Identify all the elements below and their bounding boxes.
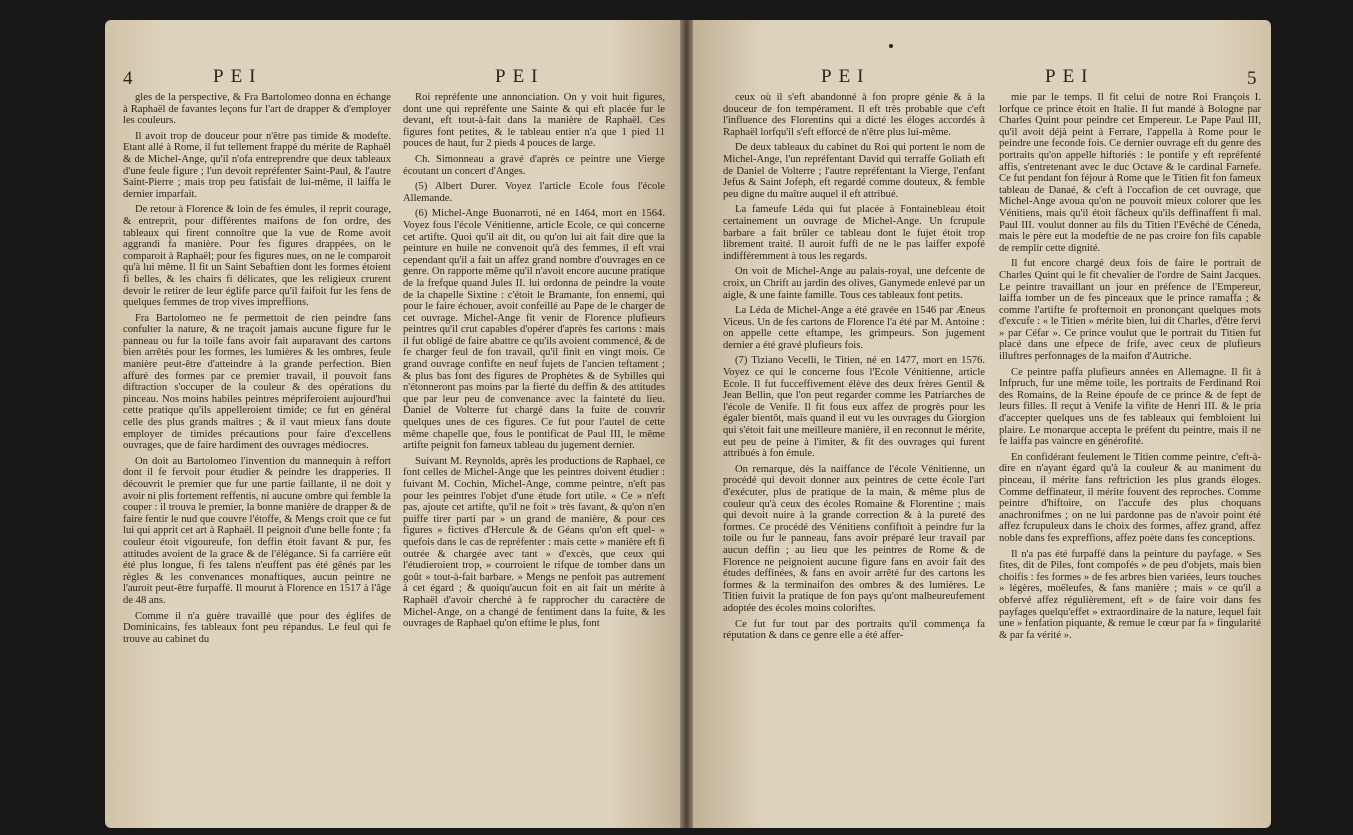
- left-page: [105, 20, 680, 828]
- paragraph: La fameufe Léda qui fut placée à Fontainebleau étoit certainement un ouvrage de Michel-Ange. Un fcrupule barbare a fait brûler ce tableau dont le fujet étoit trop librement traité. Il auroit fuffi de ne le pas laiffer expofé indifféremment à tous les regards.: [723, 204, 985, 262]
- paragraph: Il n'a pas été furpaffé dans la peinture du payfage. « Ses fites, dit de Piles, font compofés » de peu d'objets, mais bien choifis : fes formes » de fes arbres bien variées, leurs touches » légères, moëleufes, & fans manière ; mais » ce qu'il a obfervé affez régulièrement, eft » de faire voir dans fes payfages quelqu'effet » extraordinaire de la nature, lequel fait une » fenfation piquante, & remue le cœur par fa » fingularité & par fa vérité ».: [999, 548, 1261, 641]
- paragraph: De deux tableaux du cabinet du Roi qui portent le nom de Michel-Ange, l'un repréfentant David qui terraffe Goliath eft de Daniel de Volterre ; l'autre repréfentant la Vierge, l'enfant Jefus & Saint Jofeph, eft regardé comme douteux, & femble peu digne du maître auquel il eft attribué.: [723, 142, 985, 200]
- running-head-right-col1: PEI: [821, 66, 871, 87]
- paragraph: On doit au Bartolomeo l'invention du mannequin à reffort dont il fe fervoit pour étudier & peindre les drapperies. Il découvrit le premier que fur une partie faillante, il ne doit y avoir ni plis fortement reffentis, ni aucune ombre qui femble la couper : il trouva le premier, la bonne manière de drapper & de faire fentir le nud que couvre l'étoffe, & Mengs croit que ce fut lui qui apprit cet art à Raphaël. Il peignoit d'une belle fonte ; fa couleur étoit vigoureufe, fon deffin étoit favant & pur, fes attitudes avoient de la grace & de l'élégance. Si fa carrière eût été plus longue, fi fes talens n'euffent pas été gênés par les règles & les convenances monaftiques, aucun peintre ne l'auroit peut-être furpaffé. Il mourut à Florence en 1517 à l'âge de 48 ans.: [123, 455, 391, 606]
- left-column-1: [123, 92, 391, 812]
- paragraph: Roi repréfente une annonciation. On y voit huit figures, dont une qui repréfente une Sainte & qui eft placée fur le devant, eft tout-à-fait dans la manière de Raphaël. Ces figures font petites, & le tableau entier n'a que 1 pied 11 pouces de haut, fur 2 pieds 4 pouces de large.: [403, 92, 665, 150]
- book-spread: [105, 20, 1271, 828]
- paragraph: On voit de Michel-Ange au palais-royal, une defcente de croix, un Chrift au jardin des olives, Ganymede enlevé par un aigle, & une fainte famille. Tous ces tableaux font petits.: [723, 266, 985, 301]
- page-number-right: 5: [1247, 68, 1257, 89]
- paragraph: Il avoit trop de douceur pour n'être pas timide & modefte. Etant allé à Rome, il fut tellement frappé du mérite de Raphaël & de Michel-Ange, qu'il n'ofa entreprendre que deux tableaux d'une feule figure ; l'un devoit repréfenter Saint-Paul, & l'autre Saint-Pierre ; mais trop peu fatisfait de lui-même, il laiffa le dernier imparfait.: [123, 130, 391, 200]
- paragraph: Il fut encore chargé deux fois de faire le portrait de Charles Quint qui le fit chevalier de l'ordre de Saint Jacques. Le peintre travaillant un jour en préfence de l'Empereur, laiffa tomber un de fes pinceaux que le prince ramaffa ; & comme l'artifte fe profternoit en prononçant quelques mots d'excufe : « le Titien » mérite bien, lui dit Charles, d'être fervi » par Céfar ». Ce prince voulut que le portrait du Titien fut placé dans une efpece de frife, avec ceux de plufieurs illuftres perfonnages de la maifon d'Autriche.: [999, 258, 1261, 363]
- paragraph: Comme il n'a guère travaillé que pour des églifes de Dominicains, fes tableaux font peu répandus. Le feul qui fe trouve au cabinet du: [123, 610, 391, 645]
- paragraph: mie par le temps. Il fit celui de notre Roi François I. lorfque ce prince étoit en Italie. Il fut mandé à Bologne par Charles Quint pour peindre cet Empereur. Le Pape Paul III, qu'il avoit déjà peint à Ferrare, l'appella à Rome pour le peindre une feconde fois. Ce dernier ouvrage eft du genre des portraits qu'on appelle hiftoriés : le pontife y eft repréfenté affis, s'entretenant avec le duc Octave & le cardinal Farnefe. Ce fut pendant fon féjour à Rome que le Titien fit fon fameux tableau de Danaé, & c'eft à l'occafion de cet ouvrage, que Michel-Ange avoua qu'on ne pouvoit mieux colorer que les Vénitiens, mais qu'il étoit fâcheux qu'ils deffinaffent fi mal. Paul III. voulut donner au fils du Titien l'Evêché de Céneda, mais le père eut la modeftie de ne pas croire fon fils capable de remplir cette dignité.: [999, 92, 1261, 254]
- right-column-2: [999, 92, 1261, 812]
- paragraph: Ch. Simonneau a gravé d'après ce peintre une Vierge écoutant un concert d'Anges.: [403, 153, 665, 177]
- paragraph: Ce peintre paffa plufieurs années en Allemagne. Il fit à Infpruch, fur une même toile, les portraits de Ferdinand Roi des Romains, de la Reine époufe de ce prince & de fept de leurs filles. Il reçut à Venife la vifite de Henri III. & le pria d'accepter quelques uns de fes tableaux qui fembloient lui plaire. Le monarque accepta le préfent du peintre, mais il ne fe laiffa pas vaincre en générofité.: [999, 366, 1261, 448]
- right-column-1: [723, 92, 985, 812]
- left-column-2: [403, 92, 665, 812]
- page-number-left: 4: [123, 68, 133, 89]
- paragraph: La Léda de Michel-Ange a été gravée en 1546 par Æneus Viceus. Un de fes cartons de Florence l'a été par M. Antoine : on appelle cette eftampe, les grimpeurs. Son jugement dernier a été gravé plufieurs fois.: [723, 305, 985, 351]
- paragraph: On remarque, dès la naiffance de l'école Vénitienne, un procédé qui devoit donner aux peintres de cette école l'art d'exécuter, plus de pratique de la main, & même plus de couleur qu'à ceux des écoles Romaine & Florentine ; mais qui devoit nuire à la grande correction & à la pureté des formes. Ce procédé des Vénitiens confiftoit à peindre fur la toile ou fur le panneau, fans avoir préparé leur travail par aucun deffin ; au lieu que les peintres de Rome & de Florence ne peignoient aucune figure fans en avoir fait des études deffinées, & fans en avoir arrêté fur des cartons les formes & la terminaifon des ombres & des lumières. Le Titien fuivit la pratique de fon pays qu'ont malheureufement adoptée des écoles moins coloriftes.: [723, 463, 985, 614]
- book-gutter: [680, 20, 693, 828]
- paragraph: Ce fut fur tout par des portraits qu'il commença fa réputation & dans ce genre elle a été affer-: [723, 618, 985, 642]
- paragraph: ceux où il s'eft abandonné à fon propre génie & à la douceur de fon tempérament. Il eft très probable que c'eft l'influence des Florentins qui a dicté les éloges accordés à Raphaël lorfqu'il s'eft efforcé de n'être plus lui-même.: [723, 92, 985, 138]
- running-head-left-col2: PEI: [495, 66, 545, 87]
- running-head-right-col2: PEI: [1045, 66, 1095, 87]
- ink-dot: [889, 44, 893, 48]
- paragraph: (7) Tiziano Vecelli, le Titien, né en 1477, mort en 1576. Voyez ce qui le concerne fous l'Ecole Vénitienne, article Ecole. Il fut fucceffivement élève des deux frères Gentil & Jean Bellin, que l'on peut regarder comme les Patriarches de l'école de Venife. Il fit fous eux affez de progrès pour les égaler bientôt, mais quand il eut vu les ouvrages du Giorgion qui s'étoit fait une meilleure manière, il en reconnut le mérite, eut peu de peine à l'imiter, & fit des ouvrages qui furent attribués à fon émule.: [723, 355, 985, 460]
- right-page: [693, 20, 1271, 828]
- paragraph: De retour à Florence & loin de fes émules, il reprit courage, & entreprit, pour différentes maifons de fon ordre, des tableaux qui firent connoître que la vue de Rome avoit aggrandi fa manière. Pour fes figures drappées, on le comparoit à Raphaël; pour fes figures nues, on ne le comparoit qu'à lui même. Il fit un Saint Sebaftien dont les formes étoient fi belles, & les chairs fi délicates, que les religieux crurent devoir le retirer de leur églife parce qu'il faifoit fur les fens de quelques femmes de trop vives impreffions.: [123, 204, 391, 309]
- paragraph: Fra Bartolomeo ne fe permettoit de rien peindre fans confulter la nature, & ne traçoit jamais aucune figure fur le panneau ou fur la toile fans avoir fait auparavant des cartons bien arrêtés pour les formes, les lumières & les ombres, feule manière peut-être d'atteindre à la grande perfection. Bien affuré des formes par ce premier travail, il pouvoit fans diftraction s'occuper de la couleur & des opérations du pinceau. Nos moins habiles peintres mépriferoient aujourd'hui cette pratique qu'ils appelleroient timide; ce fut en général celle des plus grands maîtres ; & il vaut mieux fans doute employer de timides précautions pour faire d'excellens ouvrages, que de faire hardiment des ouvrages médiocres.: [123, 312, 391, 452]
- paragraph: Suivant M. Reynolds, après les productions de Raphael, ce font celles de Michel-Ange que les peintres doivent étudier : fuivant M. Cochin, Michel-Ange, comme peintre, n'eft pas pour les peintres l'objet d'une étude fort utile. « Ce » n'eft pas, ajoute cet artifte, qu'il ne foit » très favant, & qu'on n'en puiffe tirer parti par » un grand de manière, & pour ces figures » fictives d'Hercule & de Géans qu'on eft quel- » quefois dans le cas de repréfenter : mais cette » manière eft fi outrée & chargée avec tant » d'excès, que ceux qui l'étudieroient trop, » courroient le rifque de tomber dans un goût » tout-à-fait barbare. » Mengs ne penfoit pas autrement à cet égard ; & quoiqu'aucun foit en ait fait un mérite à Raphaël d'avoir cherché à fe rapprocher du caractère de Michel-Ange, on a changé de fentiment dans la fuite, & les ouvrages de Raphael qu'on eftime le plus, font: [403, 455, 665, 630]
- paragraph: (5) Albert Durer. Voyez l'article Ecole fous l'école Allemande.: [403, 181, 665, 204]
- paragraph: gles de la perspective, & Fra Bartolomeo donna en échange à Raphaël de favantes leçons fur l'art de drapper & d'employer les couleurs.: [123, 92, 391, 127]
- paragraph: (6) Michel-Ange Buonarroti, né en 1464, mort en 1564. Voyez fous l'école Vénitienne, article Ecole, ce qui concerne cet artifte. Quoi qu'il ait dit, ou qu'on lui ait fait dire que la peinture en huile ne convenoit qu'à des femmes, il eft vrai cependant qu'il a fait un affez grand nombre d'ouvrages en ce genre. On rapporte même qu'il n'avoit encore aucune pratique de la frefque quand Jules II. lui ordonna de peindre la voute de la chapelle Sixtine : c'étoit le Bramante, fon ennemi, qui pour le faire échouer, avoit confeillé au Pape de le charger de cet ouvrage. Michel-Ange fit venir de Florence plufieurs peintres qu'il crut capables d'opérer d'après fes cartons : mais il fut obligé de faire abattre ce qu'ils avoient commencé, & de fe charger feul de fon travail, qu'il finit en vingt mois. Ce grand ouvrage confifte en neuf fujets de l'ancien teftament ; & plus bas font des figures de Prophètes & de Sybilles qui n'étonneront pas moins par la fierté du deffin & des attitudes que par leur peu de convenance avec la fainteté du lieu. Daniel de Volterre fut chargé dans la fuite de couvrir quelques unes de ces figures. Ce fut pour l'autel de cette même chapelle que, fous le pontificat de Paul III, le même artifte peignit fon fameux tableau du jugement dernier.: [403, 208, 665, 452]
- paragraph: En confidérant feulement le Titien comme peintre, c'eft-à-dire en n'ayant égard qu'à la couleur & au maniment du pinceau, il mérite fans reftriction les plus grands éloges. Comme deffinateur, il mérite fouvent des reproches. Comme peintre d'hiftoire, on l'accufe des plus choquans anachronifmes ; on ne lui pardonne pas de n'avoir point été affez fcrupuleux dans le choix des formes, affez grand, affez noble dans fes expreffions, affez poète dans fes conceptions.: [999, 451, 1261, 544]
- running-head-left-col1: PEI: [213, 66, 263, 87]
